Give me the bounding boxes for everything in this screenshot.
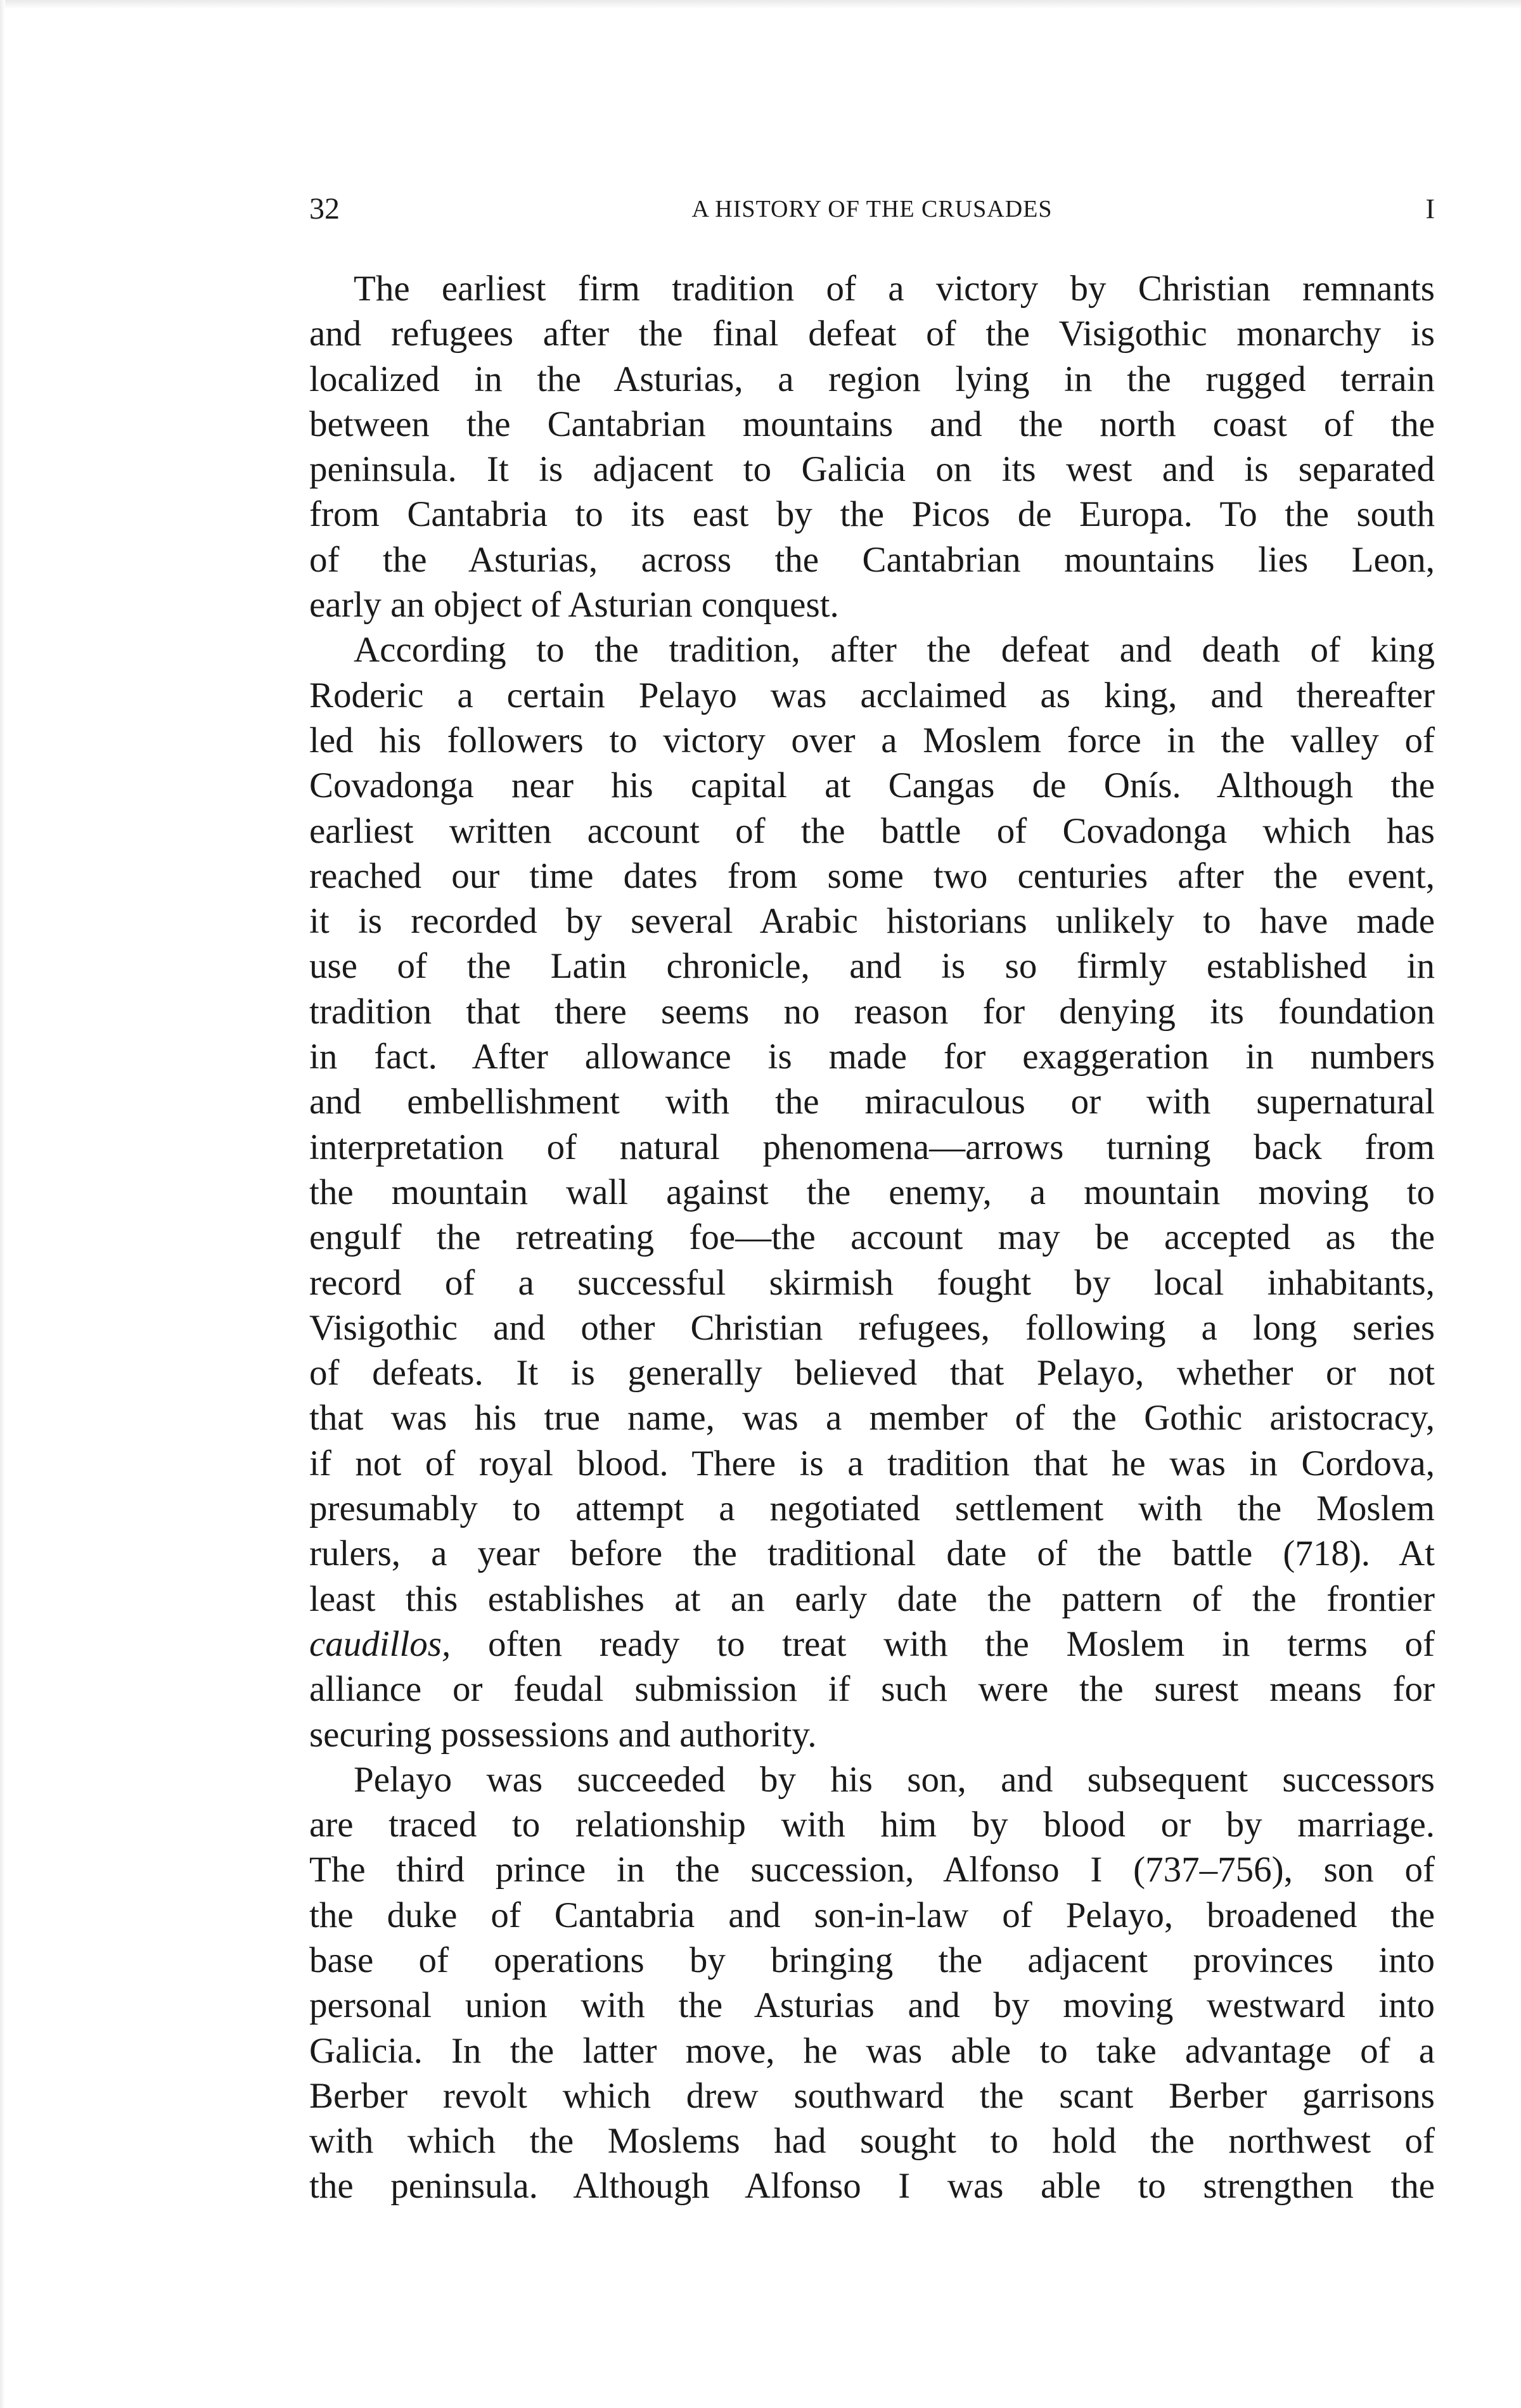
body-text	[309, 266, 1435, 2209]
text-line: alliance or feudal submission if such were the surest means for	[309, 1669, 1435, 1710]
text-line: of defeats. It is generally believed that Pelayo, whether or not	[309, 1353, 1435, 1393]
text-line: with which the Moslems had sought to hold the northwest of	[309, 2121, 1435, 2161]
text-line: presumably to attempt a negotiated settlement with the Moslem	[309, 1489, 1435, 1529]
text-line: that was his true name, was a member of the Gothic aristocracy,	[309, 1398, 1435, 1438]
text-line: personal union with the Asturias and by moving westward into	[309, 1985, 1435, 2026]
text-line: earliest written account of the battle of Covadonga which has	[309, 810, 1435, 851]
text-line: tradition that there seems no reason for denying its foundation	[309, 991, 1435, 1032]
text-line-rest: often ready to treat with the Moslem in terms of	[487, 1623, 1435, 1664]
text-line: it is recorded by several Arabic historians unlikely to have made	[309, 901, 1435, 942]
text-line: engulf the retreating foe—the account may be accepted as the	[309, 1217, 1435, 1258]
italic-term: caudillos,	[309, 1623, 451, 1664]
text-line: the duke of Cantabria and son-in-law of Pelayo, broadened the	[309, 1895, 1435, 1935]
text-line: from Cantabria to its east by the Picos de Europa. To the south	[309, 494, 1435, 535]
text-line: of the Asturias, across the Cantabrian mountains lies Leon,	[309, 539, 1435, 580]
text-line: if not of royal blood. There is a tradition that he was in Cordova,	[309, 1443, 1435, 1483]
text-line: According to the tradition, after the defeat and death of king	[354, 630, 1435, 670]
text-line: Roderic a certain Pelayo was acclaimed as king, and thereafter	[309, 675, 1435, 715]
text-line: localized in the Asturias, a region lying in the rugged terrain	[309, 359, 1435, 399]
text-line: are traced to relationship with him by blood or by marriage.	[309, 1805, 1435, 1845]
text-line: use of the Latin chronicle, and is so firmly established in	[309, 946, 1435, 987]
text-line: between the Cantabrian mountains and the north coast of the	[309, 404, 1435, 444]
page-number: 32	[309, 192, 340, 226]
text-line: Covadonga near his capital at Cangas de Onís. Although the	[309, 765, 1435, 806]
text-line: led his followers to victory over a Moslem force in the valley of	[309, 720, 1435, 760]
text-line-with-italic	[309, 1622, 1435, 1667]
text-line: securing possessions and authority.	[309, 1714, 817, 1755]
text-line: reached our time dates from some two centuries after the event,	[309, 855, 1435, 896]
text-line: in fact. After allowance is made for exaggeration in numbers	[309, 1037, 1435, 1077]
text-line: Visigothic and other Christian refugees, following a long series	[309, 1307, 1435, 1348]
scan-top-edge	[0, 0, 1521, 9]
running-title: A HISTORY OF THE CRUSADES	[691, 196, 1053, 222]
text-line: Berber revolt which drew southward the scant Berber garrisons	[309, 2075, 1435, 2116]
text-line: interpretation of natural phenomena—arrows turning back from	[309, 1127, 1435, 1167]
text-line: base of operations by bringing the adjacent provinces into	[309, 1940, 1435, 1980]
text-line: and embellishment with the miraculous or with supernatural	[309, 1082, 1435, 1122]
running-head	[309, 190, 1435, 228]
text-line: peninsula. It is adjacent to Galicia on its west and is separated	[309, 449, 1435, 490]
text-line: record of a successful skirmish fought by local inhabitants,	[309, 1262, 1435, 1303]
text-line: The third prince in the succession, Alfonso I (737–756), son of	[309, 1850, 1435, 1890]
text-line: the peninsula. Although Alfonso I was able to strengthen the	[309, 2166, 1435, 2206]
text-line: least this establishes at an early date the pattern of the frontier	[309, 1579, 1435, 1619]
text-line: rulers, a year before the traditional date of the battle (718). At	[309, 1534, 1435, 1574]
chapter-number: I	[1425, 193, 1435, 224]
scan-left-edge	[0, 0, 5, 2408]
text-line: Pelayo was succeeded by his son, and subsequent successors	[354, 1759, 1435, 1800]
text-line: and refugees after the final defeat of the Visigothic monarchy is	[309, 314, 1435, 354]
text-line: Galicia. In the latter move, he was able to take advantage of a	[309, 2030, 1435, 2071]
text-line: the mountain wall against the enemy, a mountain moving to	[309, 1172, 1435, 1212]
text-line: early an object of Asturian conquest.	[309, 585, 839, 625]
text-line: The earliest firm tradition of a victory by Christian remnants	[354, 269, 1435, 309]
